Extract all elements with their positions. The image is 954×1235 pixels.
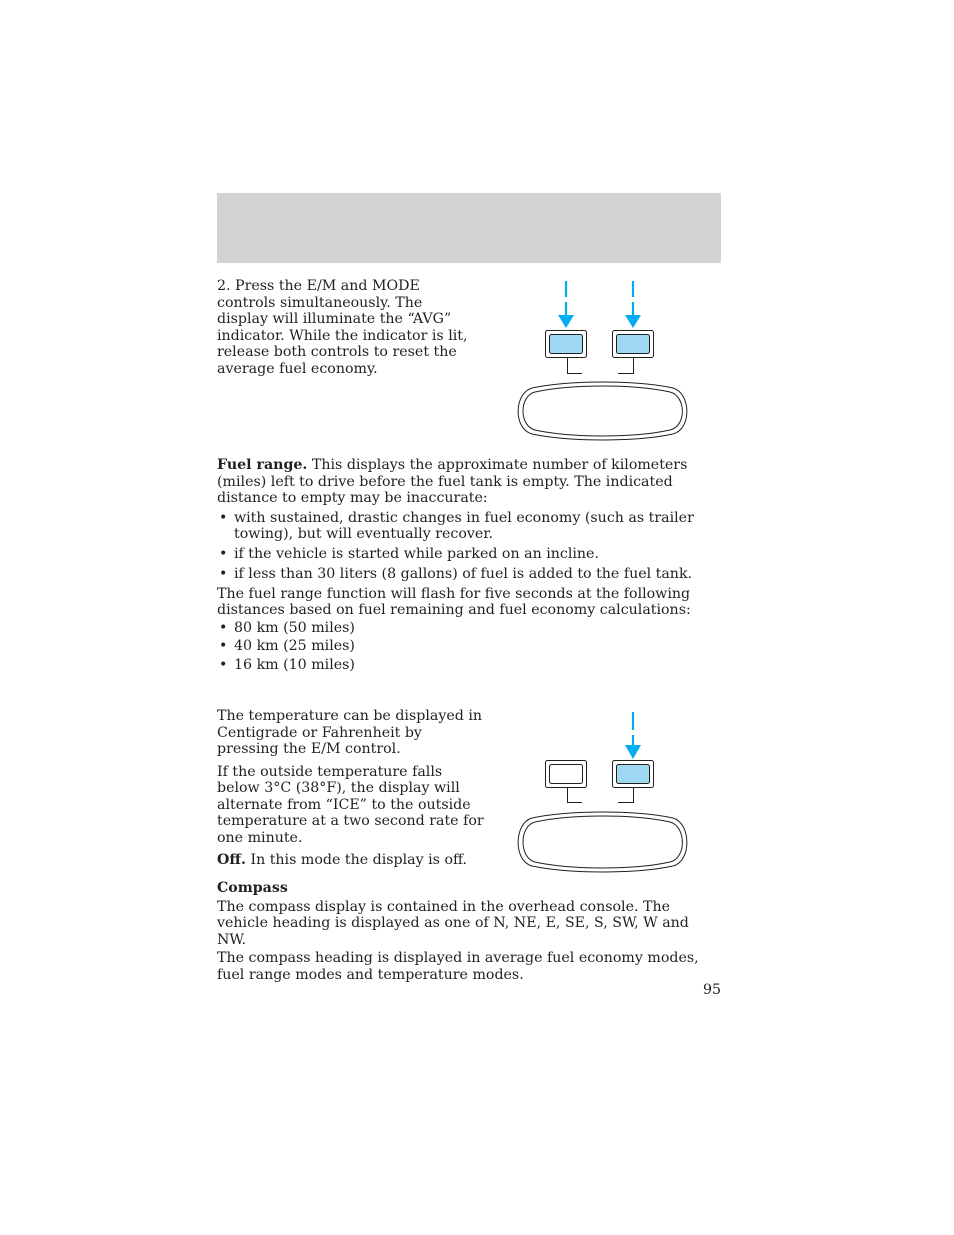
off-description: In this mode the display is off. [245, 852, 468, 868]
down-arrow-icon [625, 712, 641, 759]
mode-button [546, 331, 587, 358]
compass-para-location: The compass display is contained in the overhead console. The vehicle heading is displayed as one of N, NE, E, SE, S, SW, W and NW. [217, 898, 689, 948]
list-item: • 80 km (50 miles) [217, 620, 722, 637]
overhead-display-panel [518, 812, 687, 872]
page-number: 95 [702, 982, 721, 998]
section-header-band [217, 193, 721, 263]
flash-distances-list [217, 620, 722, 674]
reset-controls-diagram [510, 278, 696, 444]
down-arrow-icon [625, 281, 641, 328]
mode-button [546, 761, 587, 788]
overhead-display-panel [518, 382, 687, 440]
fuel-range-intro [217, 457, 722, 507]
list-item: • 16 km (10 miles) [217, 657, 722, 674]
compass-heading [217, 880, 722, 897]
list-item: • if less than 30 liters (8 gallons) of fuel is added to the fuel tank. [217, 566, 722, 583]
em-button [613, 331, 654, 358]
list-item: • with sustained, drastic changes in fuel economy (such as trailer towing), but will eventually recover. [217, 510, 722, 543]
compass-heading-text: Compass [217, 880, 288, 896]
connector-line [568, 788, 583, 803]
compass-section [217, 880, 722, 983]
inaccuracy-conditions-list [217, 510, 722, 583]
compass-para-modes: The compass heading is displayed in average fuel economy modes, fuel range modes and temperature modes. [217, 950, 699, 983]
fuel-range-flash-text: The fuel range function will flash for five seconds at the following distances based on fuel remaining and fuel economy calculations: [217, 585, 691, 618]
connector-line [618, 788, 634, 803]
off-heading: Off. [217, 852, 246, 868]
fuel-range-section [217, 457, 722, 673]
fuel-range-heading: Fuel range. [217, 457, 308, 473]
step2-instruction [217, 278, 475, 377]
temperature-para-ice: If the outside temperature falls below 3°C (38°F), the display will alternate from “ICE” to the outside temperature at a two second rate for one minute. [217, 763, 484, 846]
step2-text: 2. Press the E/M and MODE controls simultaneously. The display will illuminate the “AVG” indicator. While the indicator is lit, release both controls to reset the average fuel economy. [217, 278, 468, 377]
list-item: • if the vehicle is started while parked on an incline. [217, 546, 722, 563]
off-mode-text [217, 852, 487, 869]
connector-line [568, 358, 583, 374]
list-item: • 40 km (25 miles) [217, 638, 722, 655]
down-arrow-icon [558, 281, 574, 328]
temperature-para-units: The temperature can be displayed in Centigrade or Fahrenheit by pressing the E/M control. [217, 708, 482, 757]
temperature-section [217, 708, 487, 869]
connector-line [618, 358, 634, 374]
fuel-range-intro-text: This displays the approximate number of kilometers (miles) left to drive before the fuel tank is empty. The indicated distance to empty may be inaccurate: [217, 457, 688, 506]
em-control-diagram [510, 708, 696, 874]
em-button [613, 761, 654, 788]
